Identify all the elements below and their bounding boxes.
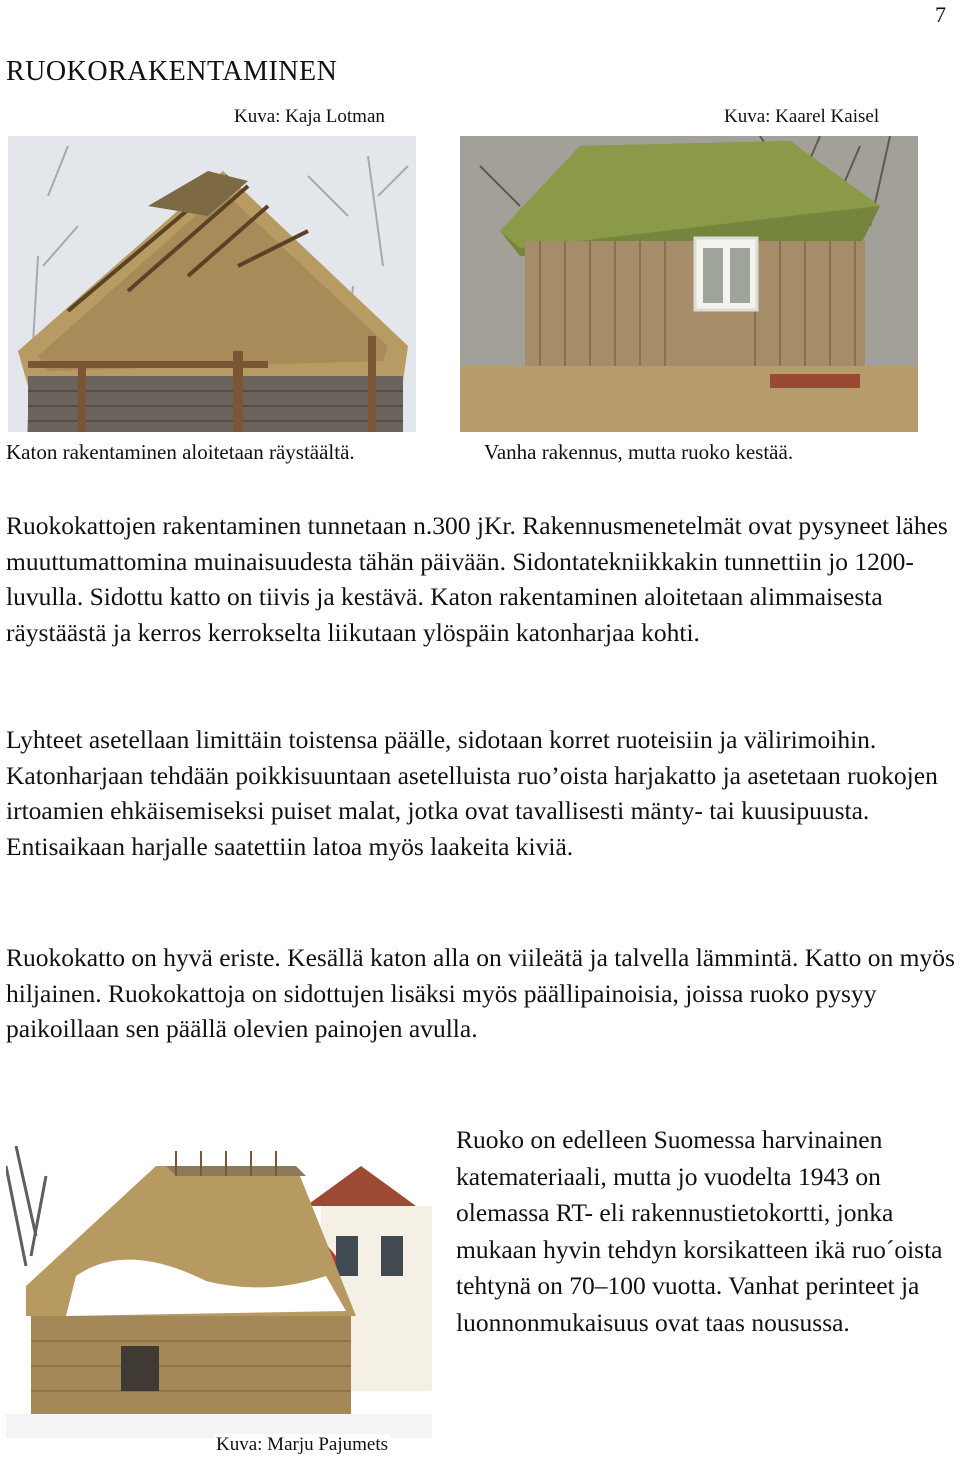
photo-credit: Kuva: Kaarel Kaisel xyxy=(724,106,880,127)
body-paragraph: Lyhteet asetellaan limittäin toistensa päälle, sidotaan korret ruoteisiin ja välirimoihin. Katonharjaan tehdään poikkisuuntaan asetelluista ruo’oista harjakatto ja asetetaan ruokojen irtoamien ehkäisemiseksi puiset malat, jotka ovat tavallisesti mänty- tai kuusipuusta. Entisaikaan harjalle saatettiin latoa myös laakeita kiviä. xyxy=(6,725,938,861)
body-paragraph: Ruokokatto on hyvä eriste. Kesällä katon alla on viileätä ja talvella lämmintä. Katto on myös hiljainen. Ruokokattoja on sidottujen lisäksi myös päällipainoisia, joissa ruoko pysyy paikoillaan sen päällä olevien painojen avulla. xyxy=(6,943,955,1043)
photo-roof-construction xyxy=(8,136,416,432)
page-number: 7 xyxy=(935,2,946,27)
photo-thatched-house-winter xyxy=(6,1146,432,1438)
photo-credit: Kuva: Marju Pajumets xyxy=(216,1434,389,1455)
photo-caption: Katon rakentaminen aloitetaan räystäältä. xyxy=(6,440,355,464)
photo-old-reed-building xyxy=(460,136,918,432)
page-title: RUOKORAKENTAMINEN xyxy=(6,56,338,87)
photo-caption: Vanha rakennus, mutta ruoko kestää. xyxy=(484,440,794,464)
photo-credit: Kuva: Kaja Lotman xyxy=(234,106,385,127)
body-paragraph: Ruokokattojen rakentaminen tunnetaan n.300 jKr. Rakennusmenetelmät ovat pysyneet lähes muuttumattomina muinaisuudesta tähän päivään. Sidontatekniikkakin tunnettiin jo 1200-luvulla. Sidottu katto on tiivis ja kestävä. Katon rakentaminen aloitetaan alimmaisesta räystäästä ja kerros kerrokselta liikutaan ylöspäin katonharjaa kohti. xyxy=(6,511,948,647)
side-paragraph: Ruoko on edelleen Suomessa harvinainen katemateriaali, mutta jo vuodelta 1943 on olemassa RT- eli rakennustietokortti, jonka mukaan hyvin tehdyn korsikatteen ikä ruo´oista tehtynä on 70–100 vuotta. Vanhat perinteet ja luonnonmukaisuus ovat taas nousussa. xyxy=(456,1125,943,1337)
